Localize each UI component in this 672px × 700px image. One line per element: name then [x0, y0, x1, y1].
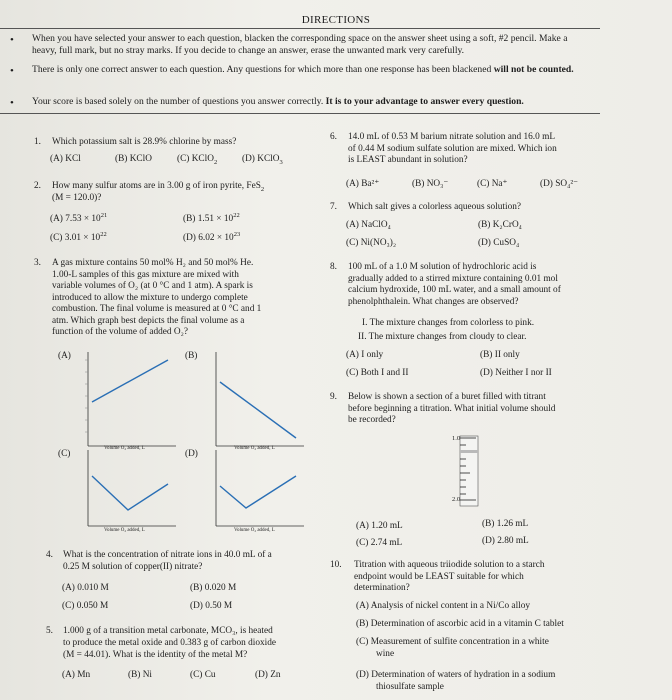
bullet-icon: •	[10, 34, 14, 46]
bullet-icon: •	[10, 65, 14, 77]
q9-option-b: (B) 1.26 mL	[482, 519, 529, 529]
bullet-icon: •	[10, 97, 14, 109]
q9-option-d: (D) 2.80 mL	[482, 536, 529, 546]
direction-3: Your score is based solely on the number of questions you answer correctly. It is to your advantage to answer every question.	[32, 96, 524, 107]
q1-option-c: (C) KClO$_2$	[177, 154, 218, 166]
q4-option-d: (D) 0.50 M	[190, 601, 233, 611]
q2-option-b: (B) $1.51 \times 10^{22}$	[183, 211, 240, 224]
q6-text: 14.0 mL of 0.53 M barium nitrate solution and 16.0 mL of 0.44 M sodium sulfate solution are mixed. Which ion is LEAST abundant in solution?	[348, 132, 557, 165]
q5-text-2: to produce the metal oxide and 0.383 g of carbon dioxide	[63, 638, 276, 648]
directions-title: DIRECTIONS	[301, 14, 371, 26]
q3-number: 3.	[34, 258, 41, 268]
q4-text: What is the concentration of nitrate ions in 40.0 mL of a	[63, 550, 272, 560]
q3-xlabel-d: Volume O₂ added, L	[234, 528, 275, 533]
q3-option-d: (D)	[185, 449, 198, 459]
q3-text: A gas mixture contains 50 mol% H₂ and 50 mol% He. 1.00-L samples of this gas mixture are mixed with variable volumes of O₂ (at 0 °C and 1 atm). A spark is introduced to allow the mixture to undergo complete combustion. The final volume is measured at 0 °C and 1 atm. Which graph best depicts the final volume as a function of the volume of added O₂?	[52, 258, 262, 337]
q3-option-a: (A)	[58, 351, 71, 361]
q1-option-b: (B) KClO	[115, 154, 152, 164]
q8-statement-2: II. The mixture changes from cloudy to clear.	[358, 332, 527, 342]
q8-option-d: (D) Neither I nor II	[480, 368, 552, 378]
q5-text-3: (M = 44.01). What is the identity of the metal M?	[63, 650, 248, 660]
q3-graph-d	[208, 446, 308, 566]
q8-text: 100 mL of a 1.0 M solution of hydrochloric acid is gradually added to a stirred mixture containing 0.01 mol calcium hydroxide, 100 mL water, and a small amount of phenolphthalein. What changes are observed?	[348, 262, 561, 307]
q6-option-b: (B) NO₃⁻	[412, 179, 449, 189]
q10-option-a: (A) Analysis of nickel content in a Ni/Co alloy	[356, 601, 531, 611]
q1-text: Which potassium salt is 28.9% chlorine by mass?	[52, 137, 237, 147]
q2-option-c: (C) $3.01 \times 10^{22}$	[50, 230, 107, 243]
direction-2: There is only one correct answer to each question. Any questions for which more than one response has been blackened will not be counted.	[32, 64, 574, 75]
q3-option-b: (B)	[185, 351, 198, 361]
directions-top-rule	[0, 28, 600, 29]
q4-text-2: 0.25 M solution of copper(II) nitrate?	[63, 562, 203, 572]
q7-option-b: (B) K₂CrO₄	[478, 220, 522, 230]
q5-option-d: (D) Zn	[255, 670, 281, 680]
q1-option-d: (D) KClO$_3$	[242, 154, 283, 166]
q5-number: 5.	[46, 626, 53, 636]
q10-option-d: (D) Determination of waters of hydration in a sodium	[356, 670, 556, 680]
buret-top-mark: 1.0	[452, 435, 461, 442]
directions-section	[0, 14, 672, 115]
q6-number: 6.	[330, 132, 337, 142]
q10-option-d-2: thiosulfate sample	[376, 682, 444, 692]
q2-number: 2.	[34, 181, 41, 191]
q5-text: 1.000 g of a transition metal carbonate, MCO₃, is heated	[63, 626, 273, 636]
q2-text-2: (M = 120.0)?	[52, 193, 102, 203]
q1-option-a: (A) KCl	[50, 154, 81, 164]
q6-option-c: (C) Na⁺	[477, 179, 508, 189]
q7-text: Which salt gives a colorless aqueous solution?	[348, 202, 521, 212]
q1-number: 1.	[34, 137, 41, 147]
q7-option-d: (D) CuSO₄	[478, 238, 520, 248]
q3-option-c: (C)	[58, 449, 71, 459]
q4-option-b: (B) 0.020 M	[190, 583, 237, 593]
directions-bottom-rule	[0, 113, 600, 114]
q6-option-d: (D) SO₄²⁻	[540, 179, 579, 189]
q3-xlabel-b: Volume O₂ added, L	[234, 446, 275, 451]
buret-bottom-mark: 2.0	[452, 496, 461, 503]
q10-option-c-2: wine	[376, 649, 395, 659]
q7-number: 7.	[330, 202, 337, 212]
q4-number: 4.	[46, 550, 53, 560]
q5-option-a: (A) Mn	[62, 670, 91, 680]
q9-text: Below is shown a section of a buret filled with titrant before beginning a titration. What initial volume should be recorded?	[348, 392, 556, 425]
q8-statement-1: I. The mixture changes from colorless to pink.	[362, 318, 535, 328]
q7-option-c: (C) Ni(NO₃)₂	[346, 238, 397, 248]
q2-text: How many sulfur atoms are in 3.00 g of iron pyrite, FeS$_2$	[52, 181, 265, 193]
q6-option-a: (A) Ba²⁺	[346, 179, 380, 189]
q10-option-c: (C) Measurement of sulfite concentration in a white	[356, 637, 549, 647]
q8-option-b: (B) II only	[480, 350, 520, 360]
q4-option-a: (A) 0.010 M	[62, 583, 109, 593]
q3-graph-c	[80, 446, 180, 566]
q10-number: 10.	[330, 560, 342, 570]
q9-number: 9.	[330, 392, 337, 402]
direction-1: When you have selected your answer to each question, blacken the corresponding space on the answer sheet using a soft, #2 pencil. Make a heavy, full mark, but no stray marks. If you decide to change an answer, erase the unwanted mark very carefully.	[32, 33, 568, 56]
buret-diagram	[446, 432, 496, 517]
q5-option-c: (C) Cu	[190, 670, 216, 680]
q9-option-c: (C) 2.74 mL	[356, 538, 403, 548]
q9-option-a: (A) 1.20 mL	[356, 521, 403, 531]
q8-option-a: (A) I only	[346, 350, 384, 360]
q8-option-c: (C) Both I and II	[346, 368, 409, 378]
q10-text: Titration with aqueous triiodide solution to a starch endpoint would be LEAST suitable for which determination?	[354, 560, 545, 593]
q3-xlabel-a: Volume O₂ added, L	[104, 446, 145, 451]
q10-option-b: (B) Determination of ascorbic acid in a vitamin C tablet	[356, 619, 564, 629]
q7-option-a: (A) NaClO₄	[346, 220, 391, 230]
q2-option-a: (A) $7.53 \times 10^{21}$	[50, 211, 108, 224]
q2-option-d: (D) $6.02 \times 10^{23}$	[183, 230, 241, 243]
q5-option-b: (B) Ni	[128, 670, 153, 680]
q4-option-c: (C) 0.050 M	[62, 601, 109, 611]
q8-number: 8.	[330, 262, 337, 272]
q3-xlabel-c: Volume O₂ added, L	[104, 528, 145, 533]
